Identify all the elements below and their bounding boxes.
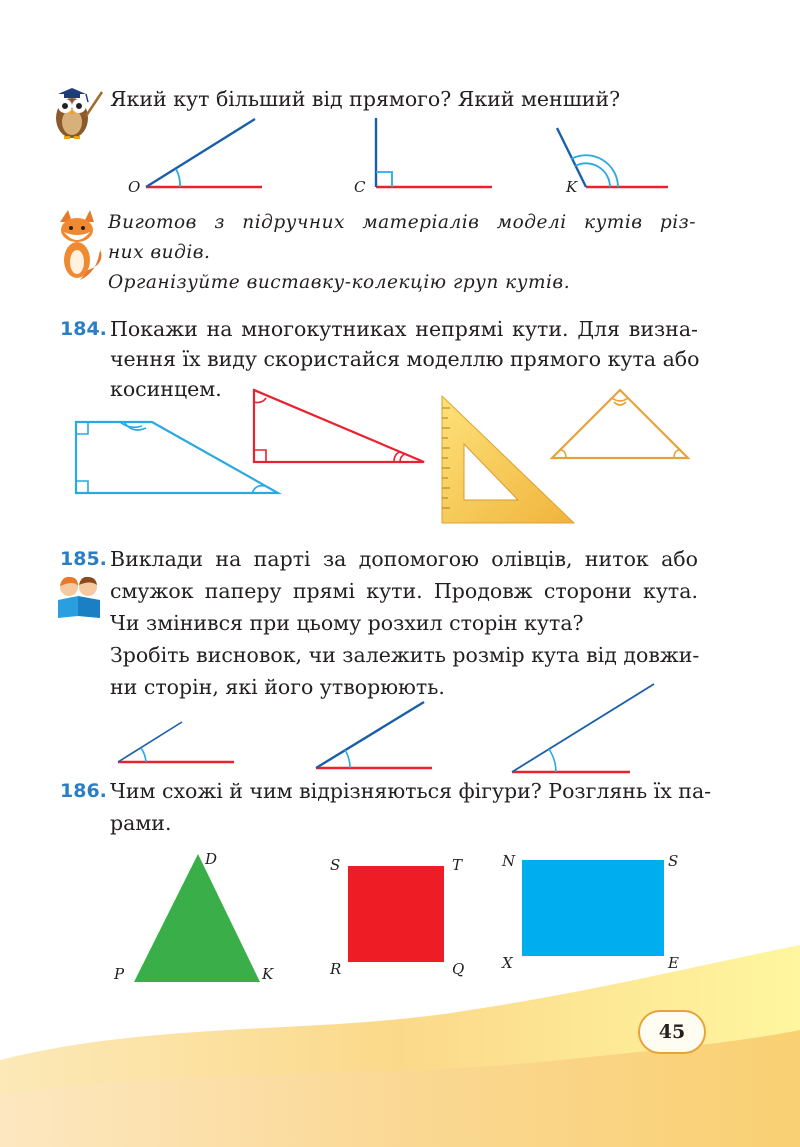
square-label-t: T — [452, 856, 463, 874]
square-label-r: R — [330, 960, 342, 978]
children-reading-icon — [54, 574, 104, 618]
task184-line3: косинцем. — [110, 377, 222, 401]
task184-line1: Покажи на многокутниках непрямі кути. Для визна- — [110, 317, 698, 341]
task186-number: 186. — [60, 780, 107, 802]
fox-icon — [50, 208, 106, 288]
trapezoid — [76, 422, 278, 493]
angle-label-c: C — [354, 178, 366, 196]
rect-label-n: N — [502, 852, 516, 870]
rect-label-s: S — [668, 852, 679, 870]
intro-question: Який кут більший від прямого? Який менший? — [110, 87, 621, 111]
triangle-label-d: D — [205, 850, 218, 868]
task184-line2: чення їх виду скористайся моделлю прямого кута або — [110, 347, 700, 371]
angle-sizes-figure — [110, 680, 670, 775]
green-triangle — [134, 854, 260, 982]
shapes-figure — [120, 840, 680, 990]
square-label-q: Q — [452, 960, 465, 978]
task184-number: 184. — [60, 318, 107, 340]
page-number: 45 — [638, 1010, 706, 1054]
arc-o — [176, 169, 180, 187]
triangle-label-p: P — [114, 965, 125, 983]
fox-task-line3: Організуйте виставку-колекцію груп кутів. — [108, 272, 571, 293]
task186-line1: Чим схожі й чим відрізняються фігури? Розглянь їх па- — [110, 779, 712, 803]
task185-line3: Чи змінився при цьому розхил сторін кута? — [110, 611, 584, 635]
right-mark-c — [376, 172, 392, 187]
red-square — [348, 866, 444, 962]
ray-blue-o — [146, 119, 255, 187]
fox-task-line1: Виготов з підручних матеріалів моделі кутів різ- — [108, 212, 696, 233]
task185-line1: Виклади на парті за допомогою олівців, ниток або — [110, 547, 698, 571]
task185-line4: Зробіть висновок, чи залежить розмір кута від довжи- — [110, 643, 700, 667]
angles-figure — [120, 110, 680, 200]
angle-label-k: K — [566, 178, 578, 196]
polygons-figure — [60, 388, 710, 533]
task185-number: 185. — [60, 548, 107, 570]
square-label-s: S — [330, 856, 341, 874]
task185-line5: ни сторін, які його утворюють. — [110, 675, 445, 699]
fox-task-line2: них видів. — [108, 242, 211, 263]
owl-teacher-icon — [50, 80, 106, 142]
task185-line2: смужок паперу прямі кути. Продовж сторони кута. — [110, 579, 698, 603]
angle-label-o: O — [128, 178, 141, 196]
cyan-rectangle — [522, 860, 664, 956]
red-triangle — [254, 390, 424, 462]
task186-line2: рами. — [110, 811, 172, 835]
rect-label-x: X — [502, 954, 513, 972]
triangle-label-k: K — [262, 965, 274, 983]
set-square — [442, 396, 574, 523]
rect-label-e: E — [668, 954, 679, 972]
